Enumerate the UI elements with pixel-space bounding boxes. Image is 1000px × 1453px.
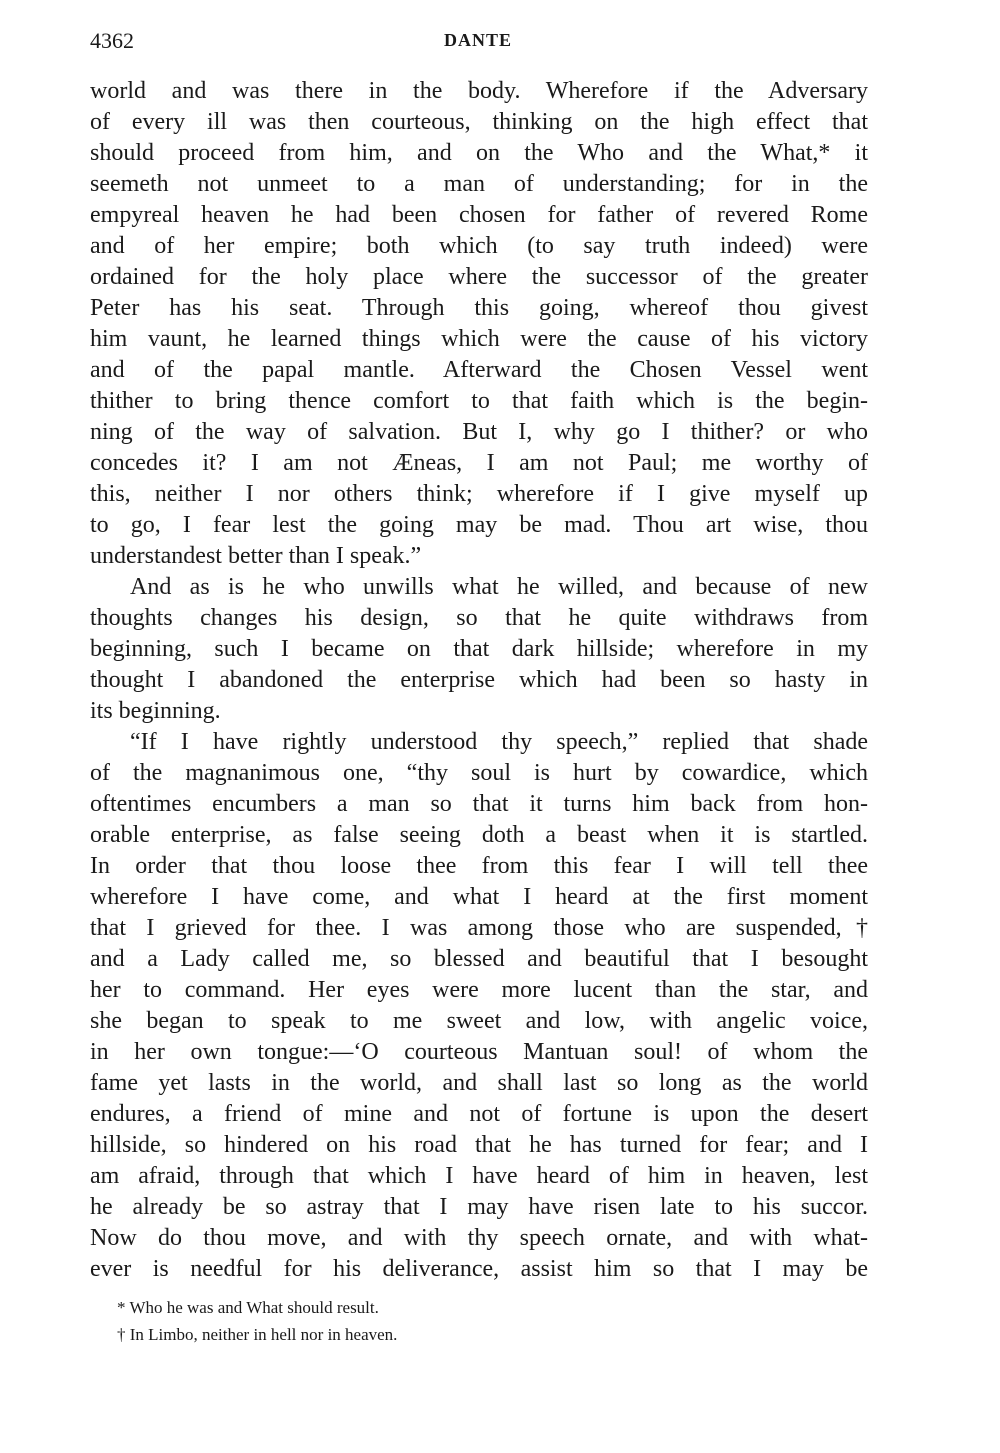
running-head: DANTE xyxy=(443,30,512,50)
text-line: her to command. Her eyes were more lucent than the star, and xyxy=(90,977,868,1003)
text-line: that I grieved for thee. I was among those who are suspended,† xyxy=(90,915,868,941)
text-line: “If I have rightly understood thy speech,” replied that shade xyxy=(130,729,868,755)
text-line: wherefore I have come, and what I heard at the first moment xyxy=(90,884,868,910)
text-line: to go, I fear lest the going may be mad. Thou art wise, thou xyxy=(90,512,868,538)
text-line: world and was there in the body. Wherefore if the Adversary xyxy=(90,78,868,104)
text-line: empyreal heaven he had been chosen for father of revered Rome xyxy=(90,202,868,228)
text-line: ordained for the holy place where the successor of the greater xyxy=(90,264,868,290)
text-line: of the magnanimous one, “thy soul is hurt by cowardice, which xyxy=(90,760,868,786)
text-line: and a Lady called me, so blessed and beautiful that I besought xyxy=(90,946,868,972)
text-line: thither to bring thence comfort to that faith which is the begin- xyxy=(90,388,868,414)
text-line: Now do thou move, and with thy speech ornate, and with what- xyxy=(90,1225,868,1251)
text-line: ever is needful for his deliverance, assist him so that I may be xyxy=(90,1256,868,1282)
text-line: ning of the way of salvation. But I, why go I thither? or who xyxy=(90,419,868,445)
text-line: him vaunt, he learned things which were the cause of his victory xyxy=(90,326,868,352)
text-line: understandest better than I speak.” xyxy=(90,543,422,569)
page-number: 4362 xyxy=(90,28,134,53)
text-line: seemeth not unmeet to a man of understanding; for in the xyxy=(90,171,868,197)
text-line: its beginning. xyxy=(90,698,221,724)
text-line: of every ill was then courteous, thinking on the high effect that xyxy=(90,109,868,135)
text-line: he already be so astray that I may have risen late to his succor. xyxy=(90,1194,868,1220)
text-line: In order that thou loose thee from this fear I will tell thee xyxy=(90,853,868,879)
text-line: concedes it? I am not Æneas, I am not Paul; me worthy of xyxy=(90,450,868,476)
text-line: should proceed from him, and on the Who and the What,* it xyxy=(90,140,868,166)
text-line: thought I abandoned the enterprise which had been so hasty in xyxy=(90,667,868,693)
text-line: fame yet lasts in the world, and shall last so long as the world xyxy=(90,1070,868,1096)
text-line: hillside, so hindered on his road that he has turned for fear; and I xyxy=(90,1132,868,1158)
text-line: this, neither I nor others think; wherefore if I give myself up xyxy=(90,481,868,507)
text-line: endures, a friend of mine and not of fortune is upon the desert xyxy=(90,1101,868,1127)
text-line: Peter has his seat. Through this going, whereof thou givest xyxy=(90,295,868,321)
body-text xyxy=(90,76,868,1285)
text-line: and of her empire; both which (to say truth indeed) were xyxy=(90,233,868,259)
text-line: in her own tongue:—‘O courteous Mantuan soul! of whom the xyxy=(90,1039,868,1065)
footnotes xyxy=(117,1294,397,1348)
footnote: † In Limbo, neither in hell nor in heaven. xyxy=(117,1325,398,1344)
text-line: and of the papal mantle. Afterward the Chosen Vessel went xyxy=(90,357,868,383)
text-line: And as is he who unwills what he willed, and because of new xyxy=(130,574,868,600)
text-line: am afraid, through that which I have heard of him in heaven, lest xyxy=(90,1163,868,1189)
text-line: she began to speak to me sweet and low, with angelic voice, xyxy=(90,1008,868,1034)
text-line: orable enterprise, as false seeing doth a beast when it is startled. xyxy=(90,822,868,848)
text-line: beginning, such I became on that dark hillside; wherefore in my xyxy=(90,636,868,662)
footnote: * Who he was and What should result. xyxy=(117,1298,379,1317)
text-line: oftentimes encumbers a man so that it turns him back from hon- xyxy=(90,791,868,817)
text-line: thoughts changes his design, so that he quite withdraws from xyxy=(90,605,868,631)
